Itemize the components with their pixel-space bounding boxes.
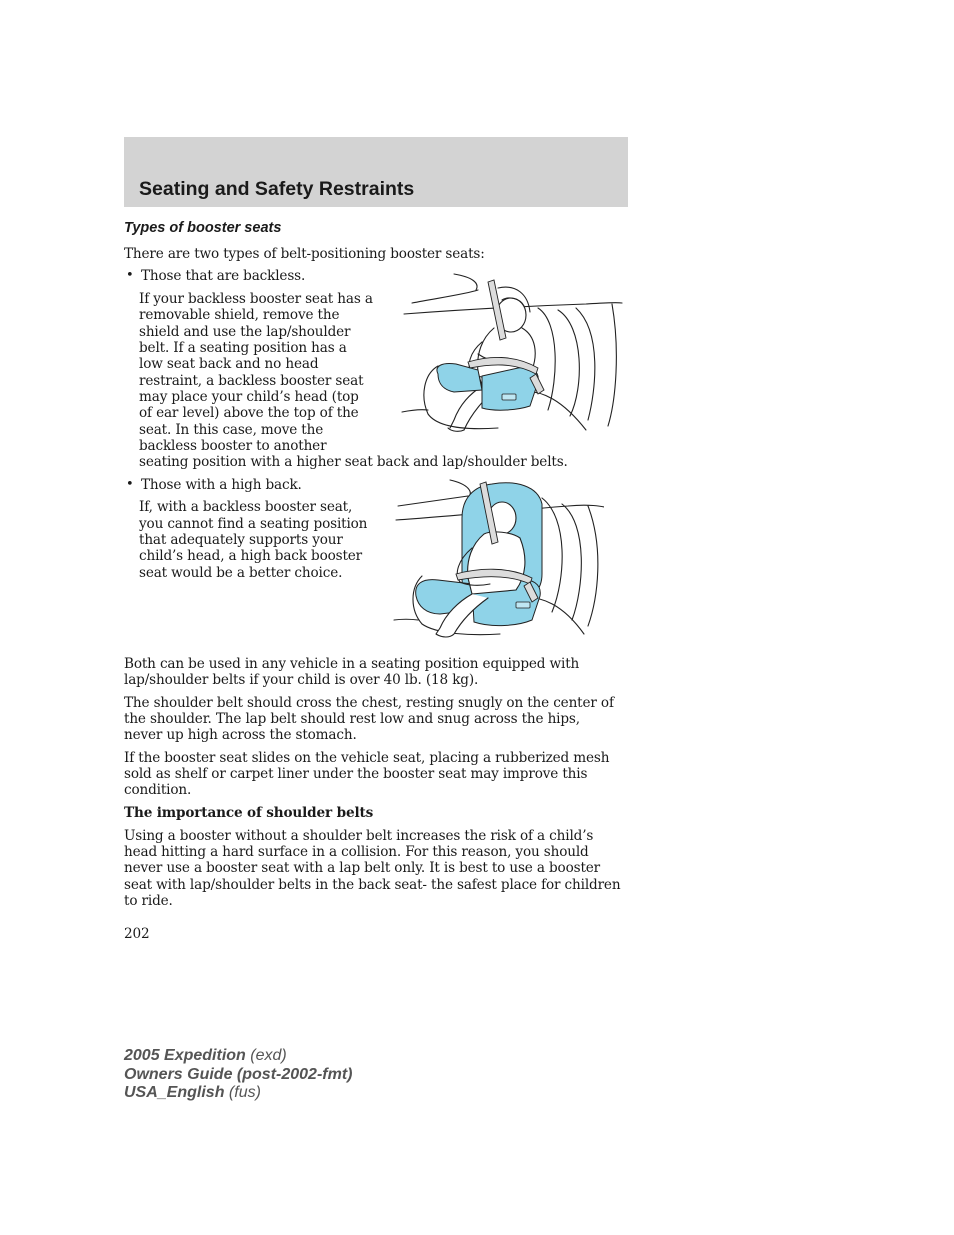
paragraph-line: head hitting a hard surface in a collision. For this reason, you should <box>124 844 589 860</box>
paragraph-line: never up high across the stomach. <box>124 727 357 743</box>
footer-language: USA_English <box>124 1084 225 1101</box>
bullet-dot-icon: • <box>126 268 134 283</box>
paragraph-line: Both can be used in any vehicle in a seating position equipped with <box>124 656 580 672</box>
body-line: If your backless booster seat has a <box>139 291 373 307</box>
body-line: seat would be a better choice. <box>139 565 343 581</box>
paragraph-line: the shoulder. The lap belt should rest low and snug across the hips, <box>124 711 580 727</box>
paragraph-line: to ride. <box>124 893 173 909</box>
body-line: seating position with a higher seat back and lap/shoulder belts. <box>139 454 568 470</box>
high-back-booster-illustration <box>392 478 604 638</box>
footer-vehicle: 2005 Expedition <box>124 1047 246 1064</box>
subsection-title: Types of booster seats <box>124 220 282 236</box>
body-line: removable shield, remove the <box>139 307 340 323</box>
body-line: low seat back and no head <box>139 356 319 372</box>
backless-booster-illustration <box>398 270 626 436</box>
bullet-label-backless: Those that are backless. <box>141 268 306 284</box>
body-line: shield and use the lap/shoulder <box>139 324 351 340</box>
body-line: that adequately supports your <box>139 532 343 548</box>
bullet-dot-icon: • <box>126 477 134 492</box>
paragraph-line: sold as shelf or carpet liner under the booster seat may improve this <box>124 766 588 782</box>
paragraph-line: condition. <box>124 782 192 798</box>
bullet-label-high-back: Those with a high back. <box>141 477 302 493</box>
body-line: of ear level) above the top of the <box>139 405 359 421</box>
page-number: 202 <box>124 926 150 942</box>
document-footer <box>124 1047 352 1103</box>
body-line: child’s head, a high back booster <box>139 548 363 564</box>
shoulder-belts-heading: The importance of shoulder belts <box>124 805 374 821</box>
section-title: Seating and Safety Restraints <box>139 178 415 200</box>
body-line: If, with a backless booster seat, <box>139 499 353 515</box>
body-line: backless booster to another <box>139 438 327 454</box>
footer-guide: Owners Guide (post-2002-fmt) <box>124 1065 353 1083</box>
paragraph-line: If the booster seat slides on the vehicle seat, placing a rubberized mesh <box>124 750 610 766</box>
body-line: may place your child’s head (top <box>139 389 359 405</box>
body-line: restraint, a backless booster seat <box>139 373 364 389</box>
paragraph-line: Using a booster without a shoulder belt increases the risk of a child’s <box>124 828 594 844</box>
paragraph-line: The shoulder belt should cross the chest, resting snugly on the center of <box>124 695 614 711</box>
paragraph-line: lap/shoulder belts if your child is over 40 lb. (18 kg). <box>124 672 479 688</box>
footer-vehicle-code: (exd) <box>250 1047 287 1064</box>
paragraph-line: never use a booster seat with a lap belt only. It is best to use a booster <box>124 860 600 876</box>
body-line: you cannot find a seating position <box>139 516 368 532</box>
footer-language-code: (fus) <box>228 1084 261 1101</box>
body-line: belt. If a seating position has a <box>139 340 347 356</box>
intro-text: There are two types of belt-positioning booster seats: <box>124 246 485 262</box>
paragraph-line: seat with lap/shoulder belts in the back seat- the safest place for children <box>124 877 621 893</box>
body-line: seat. In this case, move the <box>139 422 324 438</box>
